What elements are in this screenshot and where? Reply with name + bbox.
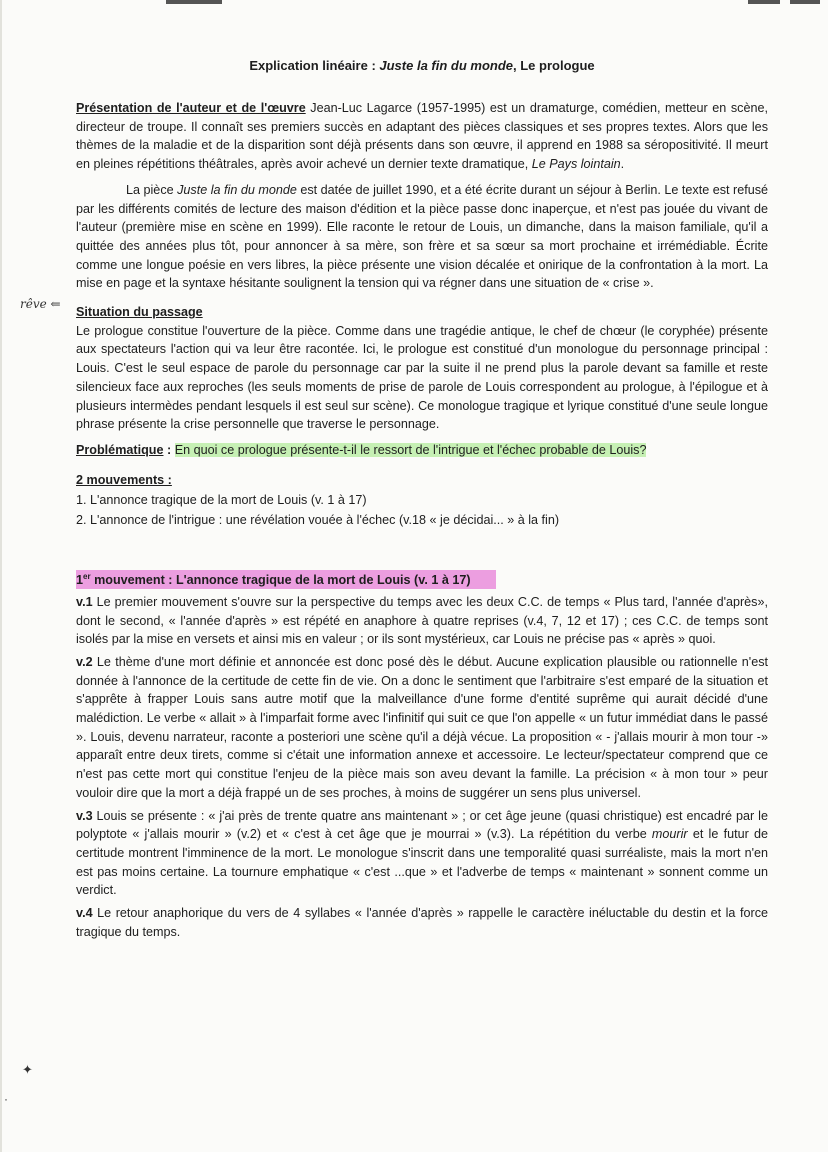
document-title: Explication linéaire : Juste la fin du monde, Le prologue [249, 58, 595, 73]
problematique-question: En quoi ce prologue présente-t-il le ressort de l'intrigue et l'échec probable de Louis? [174, 442, 647, 457]
movement-1-heading: 1er mouvement : L'annonce tragique de la mort de Louis (v. 1 à 17) [76, 570, 496, 589]
analysis-v4: v.4 Le retour anaphorique du vers de 4 syllabes « l'année d'après » rappelle le caractère inéluctable du destin et la force tragique du temps. [76, 906, 768, 939]
handwritten-star-mark: ✦ [22, 1062, 33, 1077]
movement-item: 2. L'annonce de l'intrigue : une révélation vouée à l'échec (v.18 « je décidai... » à la fin) [76, 512, 560, 527]
presentation-heading: Présentation de l'auteur et de l'œuvre [76, 101, 306, 115]
situation-heading: Situation du passage [76, 305, 203, 320]
problematique-heading: Problématique [76, 442, 164, 457]
presentation-paragraph: Présentation de l'auteur et de l'œuvre Jean-Luc Lagarce (1957-1995) est un dramaturge, comédien, metteur en scène, directeur de troupe. Il connaît ses premiers succès en adaptant des pièces classiques et ses propres textes. Alors que les thèmes de la maladie et de la disparition sont déjà présents dans son œuvre, il apprend en 1988 sa séropositivité. Il meurt en pleines répétitions théâtrales, après avoir achevé un dernier texte dramatique, Le Pays lointain. [76, 101, 768, 172]
analysis-v1: v.1 Le premier mouvement s'ouvre sur la perspective du temps avec les deux C.C. de temps « Plus tard, l'année d'après», dont le second, « l'année d'après » est répété en anaphore à quatre reprises (v.4, 7, 12 et 17) ; ces C.C. de temps sont isolés par la mise en versets et ainsi mis en valeur ; or ils sont mystérieux, car Louis ne précise pas « après » quoi. [76, 594, 768, 647]
scan-edge-artifact [0, 0, 828, 6]
movements-list [76, 470, 768, 530]
handwritten-dot-mark: · [4, 1092, 8, 1106]
problematique-line: Problématique : En quoi ce prologue présente-t-il le ressort de l'intrigue et l'échec probable de Louis? [76, 442, 647, 457]
handwritten-margin-note: rêve ⇐ [20, 297, 61, 311]
document-page [76, 58, 768, 942]
movements-heading: 2 mouvements : [76, 472, 172, 487]
analysis-v2: v.2 Le thème d'une mort définie et annoncée est donc posé dès le début. Aucune explication plausible ou rationnelle n'est donnée à l'annonce de la certitude de cette fin de vie. On a donc le sentiment que l'arbitraire s'est emparé de la situation et s'apprête à frapper Louis sans autre motif que la malveillance d'une forme d'entité suprême qui aurait décidé d'une malédiction. Le verbe « allait » à l'imparfait forme avec l'infinitif qui suit ce que l'on appelle « un futur immédiat dans le passé ». Louis, devenu narrateur, raconte a posteriori une scène qu'il a déjà vécue. La proposition « - j'allais mourir à mon tour -» apparaît entre deux tirets, comme si c'était une information annexe et accessoire. Le lecteur/spectateur comprend que ce n'est pas cette mort qui constitue l'enjeu de la pièce mais son aveu devant la famille. La précision « à mon tour » peur vouloir dire que la mort a déjà frappé un de ses proches, à moins de suggérer un sens plus universel. [76, 654, 768, 800]
scan-left-edge [0, 0, 2, 1152]
situation-paragraph: Le prologue constitue l'ouverture de la pièce. Comme dans une tragédie antique, le chef de chœur (le coryphée) présente aux spectateurs l'action qui va leur être racontée. Ici, le prologue est constitué d'un monologue du personnage principal : Louis. C'est le seul espace de parole du personnage car par la suite il ne prend plus la parole devant sa famille et reste silencieux face aux reproches (les seuls moments de prise de parole de Louis correspondent au prologue, à l'épilogue et à plusieurs intermèdes pendant lesquels il est seul sur scène). Ce monologue tragique et lyrique constitué d'une seule longue phrase présente la crise personnelle que traverse le personnage. [76, 323, 768, 432]
analysis-v3: v.3 Louis se présente : « j'ai près de trente quatre ans maintenant » ; or cet âge jeune (quasi christique) est encadré par le polyptote « j'allais mourir » (v.2) et « c'est à cet âge que je mourrai » (v.3). La répétition du verbe mourir et le futur de certitude montrent l'imminence de la mort. Le monologue s'inscrit dans une temporalité quasi surréaliste, mais la mort n'en est pas moins certaine. La tournure emphatique « c'est ...que » et l'adverbe de temps « maintenant » sonnent comme un verdict. [76, 808, 768, 898]
movement-item: 1. L'annonce tragique de la mort de Louis (v. 1 à 17) [76, 492, 367, 507]
play-paragraph: La pièce Juste la fin du monde est datée de juillet 1990, et a été écrite durant un séjour à Berlin. Le texte est refusé par les différents comités de lecture des maison d'édition et la pièce passe donc inaperçue, et n'est pas jouée du vivant de l'auteur (première mise en scène en 1999). Elle raconte le retour de Louis, un dimanche, dans la maison familiale, qu'il a quittée des années plus tôt, pour annoncer à sa mère, son frère et sa sœur sa mort prochaine et irrémédiable. Écrite comme une longue poésie en vers libres, la pièce présente une vision décalée et onirique de la confrontation à la mort. La mise en page et la syntaxe hésitante soulignent la tension qui va régner dans une situation de « crise ». [76, 182, 769, 291]
